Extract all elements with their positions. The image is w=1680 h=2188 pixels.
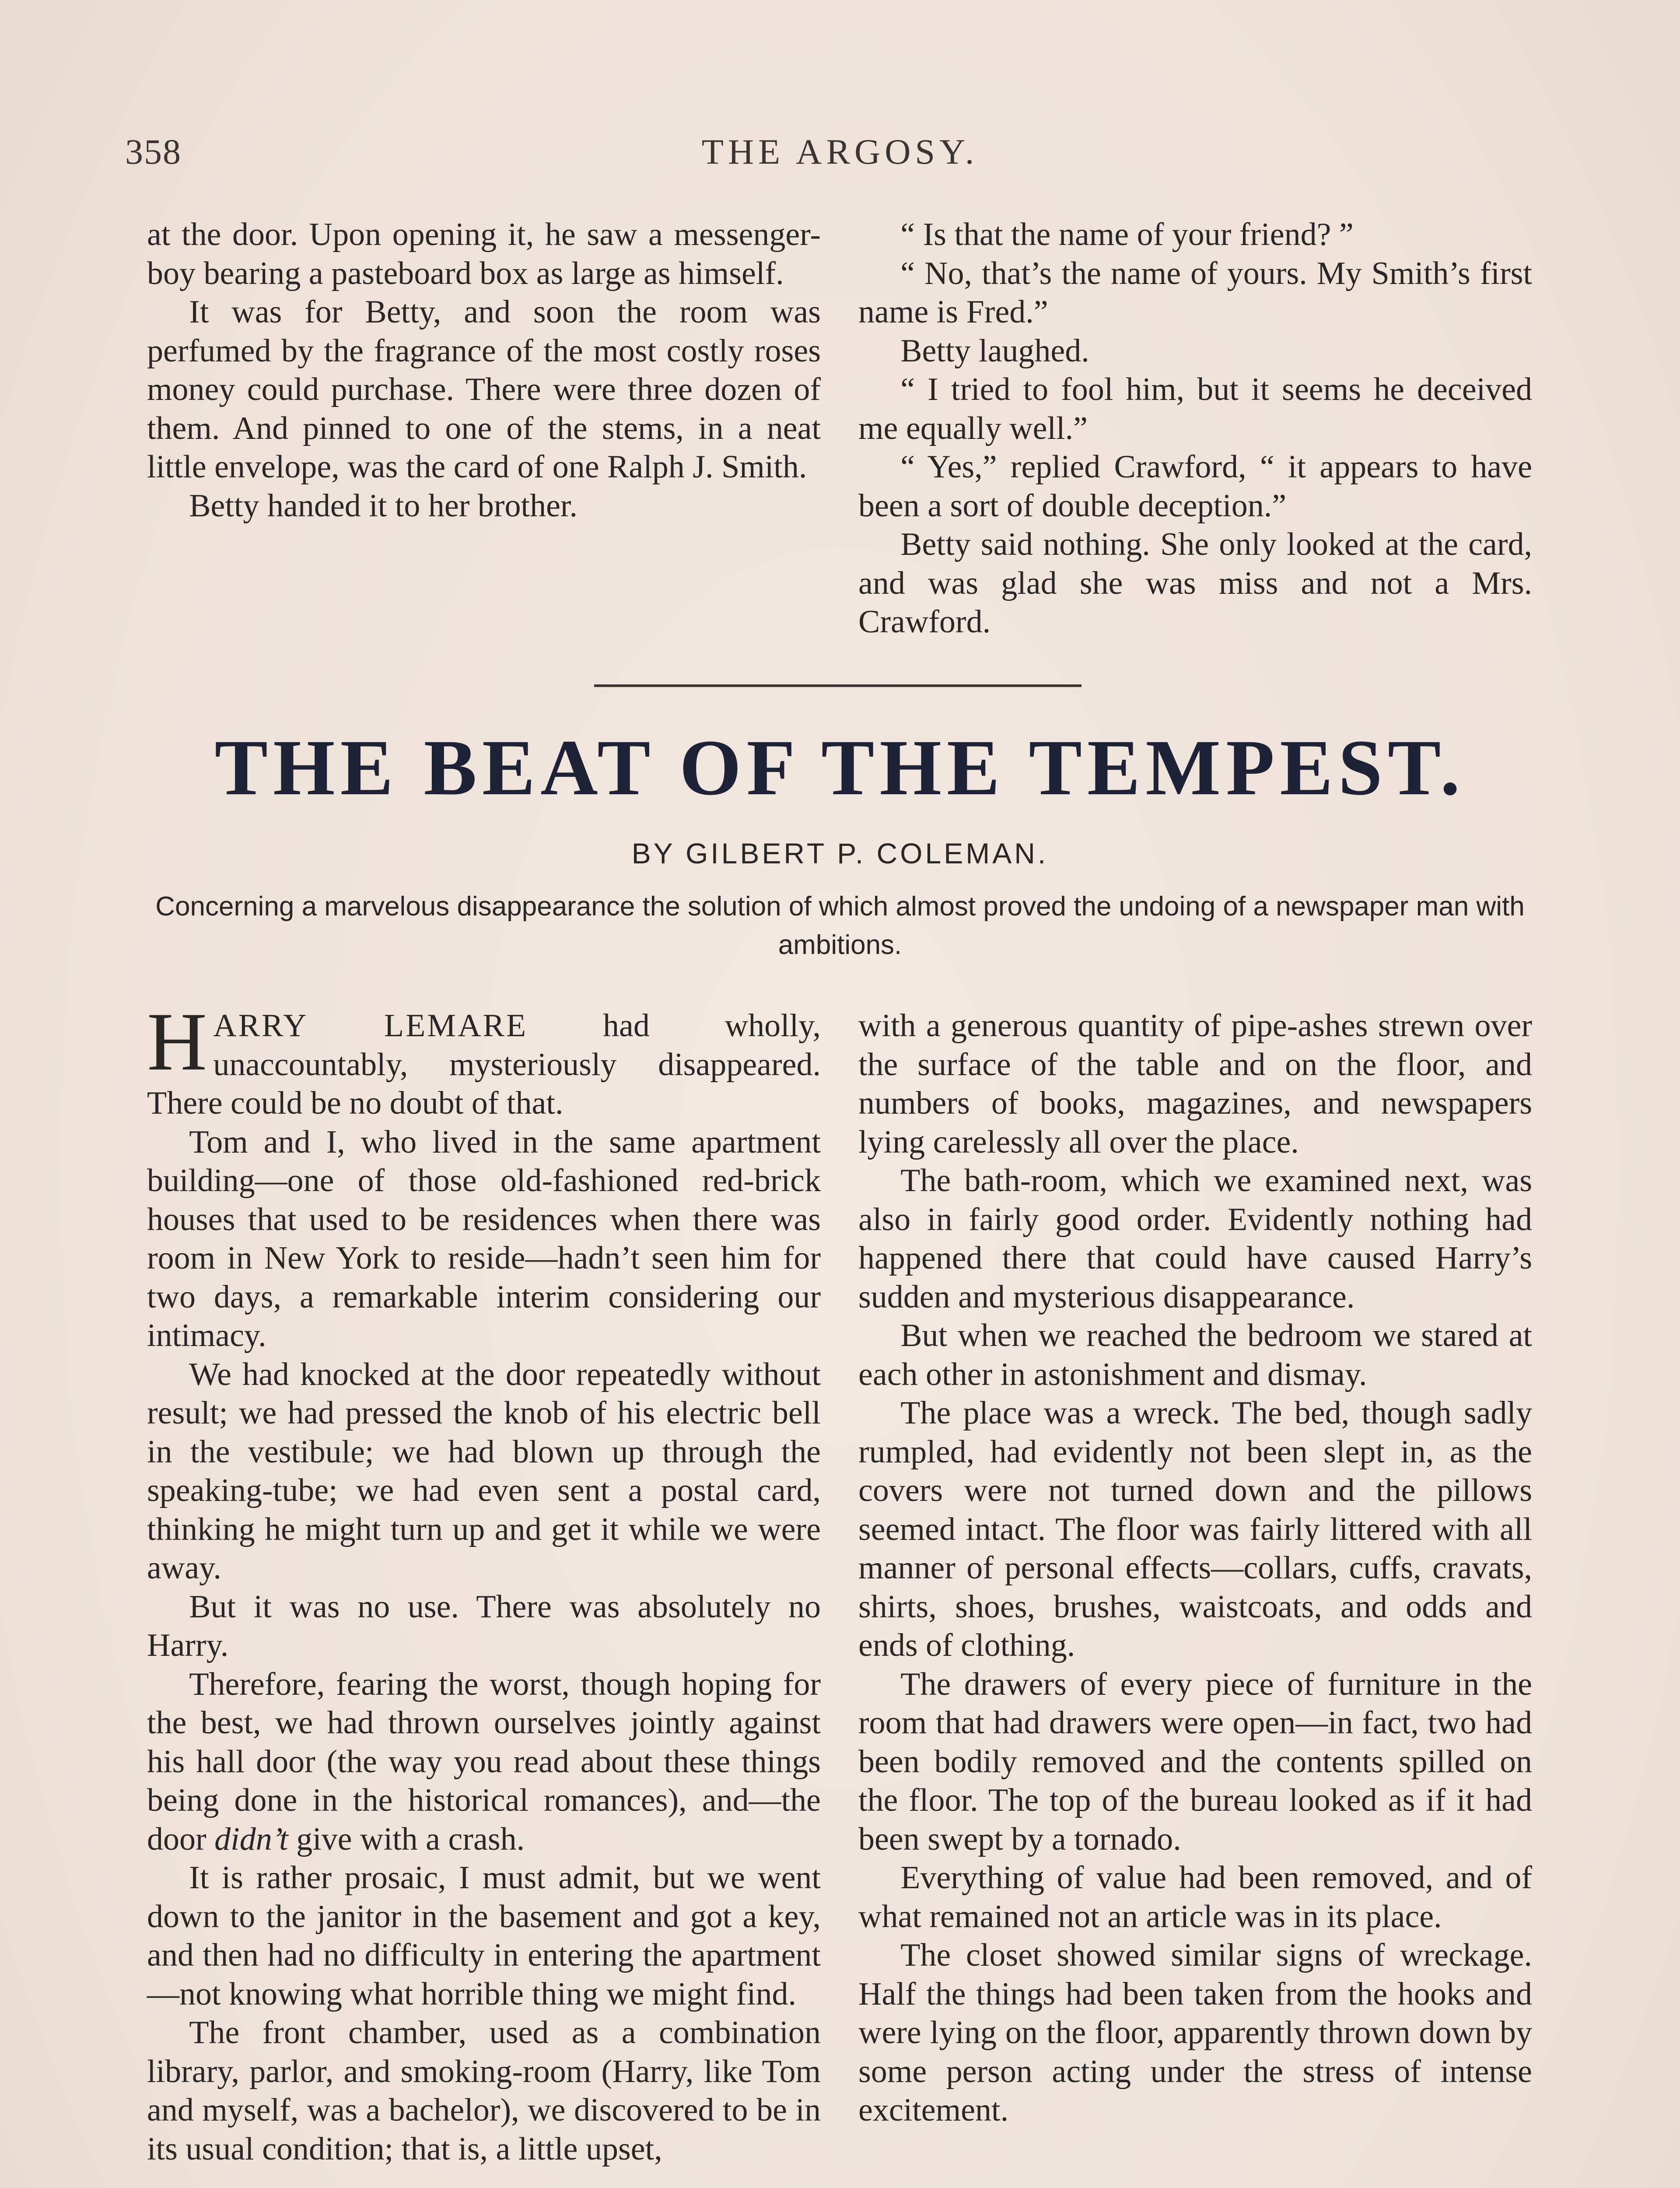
- paragraph: The place was a wreck. The bed, though sadly rumpled, had evidently not been slept in, as the covers were not turned down and the pillows seemed intact. The floor was fairly littered with all manner of personal effects—collars, cuffs, cravats, shirts, shoes, brushes, waistcoats, and odds and ends of clothing.: [858, 1395, 1532, 1663]
- drop-cap: H: [147, 996, 207, 1088]
- paragraph-text: Therefore, fearing the worst, though hoping for the best, we had thrown ourselves jointly against his hall door (the way you read about these things being done in the historical romances), and—the door: [147, 1666, 821, 1857]
- story-title: THE BEAT OF THE TEMPEST.: [214, 724, 1466, 812]
- section-divider: [594, 684, 1082, 687]
- previous-story-right-column: [858, 215, 1532, 642]
- paragraph: “ Is that the name of your friend? ”: [900, 217, 1354, 252]
- paragraph: Tom and I, who lived in the same apartment building—one of those old-fashioned red-brick houses that used to be residences when there was room in New York to reside—hadn’t seen him for two days, a remarkable interim considering our intimacy.: [147, 1124, 821, 1353]
- paragraph: The drawers of every piece of furniture in the room that had drawers were open—in fact, two had been bodily removed and the contents spilled on the floor. The top of the bureau looked as if it had been swept by a tornado.: [858, 1666, 1532, 1857]
- paragraph: But when we reached the bedroom we stared at each other in astonishment and dismay.: [858, 1318, 1532, 1392]
- italic-word: didn’t: [214, 1821, 288, 1857]
- paragraph: Betty said nothing. She only looked at the card, and was glad she was miss and not a Mrs. Crawford.: [858, 526, 1532, 640]
- paragraph: [147, 1665, 821, 1859]
- paragraph: Betty laughed.: [900, 333, 1089, 369]
- paragraph: at the door. Upon opening it, he saw a messenger-boy bearing a pasteboard box as large as himself.: [147, 217, 821, 291]
- paragraph: It was for Betty, and soon the room was perfumed by the fragrance of the most costly roses money could purchase. There were three dozen of them. And pinned to one of the stems, in a neat little envelope, was the card of one Ralph J. Smith.: [147, 294, 821, 485]
- paragraph: The bath-room, which we examined next, was also in fairly good order. Evidently nothing had happened there that could have caused Harry’s sudden and mysterious disappearance.: [858, 1163, 1532, 1315]
- byline: BY GILBERT P. COLEMAN.: [631, 837, 1049, 870]
- paragraph: We had knocked at the door repeatedly without result; we had pressed the knob of his electric bell in the vestibule; we had blown up through the speaking-tube; we had even sent a postal card, thinking he might turn up and get it while we were away.: [147, 1356, 821, 1586]
- running-header: THE ARGOSY.: [701, 132, 979, 172]
- previous-story-left-column: [147, 215, 821, 525]
- opening-paragraph: [147, 996, 821, 1123]
- page-number: 358: [125, 132, 182, 172]
- paragraph: The front chamber, used as a combination library, parlor, and smoking-room (Harry, like Tom and myself, was a bachelor), we discovered to be in its usual condition; that is, a little upset,: [147, 2015, 821, 2167]
- paragraph: It is rather prosaic, I must admit, but we went down to the janitor in the basement and got a key, and then had no difficulty in entering the apartment—not knowing what horrible thing we might find.: [147, 1860, 821, 2012]
- paragraph: Betty handed it to her brother.: [189, 487, 578, 524]
- paragraph: But it was no use. There was absolutely no Harry.: [147, 1588, 821, 1663]
- story-left-column: [147, 996, 821, 2168]
- story-blurb: Concerning a marvelous disappearance the solution of which almost proved the undoing of a newspaper man with ambitions.: [155, 891, 1525, 960]
- paragraph: “ Yes,” replied Crawford, “ it appears to have been a sort of double deception.”: [858, 449, 1532, 524]
- paragraph: with a generous quantity of pipe-ashes strewn over the surface of the table and on the floor, and numbers of books, magazines, and newspapers lying carelessly all over the place.: [858, 1008, 1532, 1160]
- opening-small-caps: ARRY LEMARE: [213, 1008, 528, 1044]
- opening-text: had wholly, unaccountably, mysteriously disappeared. There could be no doubt of that.: [147, 1008, 821, 1121]
- story-right-column: [858, 1006, 1532, 2130]
- paragraph: Everything of value had been removed, and of what remained not an article was in its place.: [858, 1860, 1532, 1935]
- paragraph: “ I tried to fool him, but it seems he deceived me equally well.”: [858, 372, 1532, 446]
- paragraph-tail: give with a crash.: [288, 1821, 525, 1857]
- paragraph: The closet showed similar signs of wreckage. Half the things had been taken from the hooks and were lying on the floor, apparently thrown down by some person acting under the stress of intense excitement.: [858, 1937, 1532, 2128]
- paragraph: “ No, that’s the name of yours. My Smith’s first name is Fred.”: [858, 255, 1532, 330]
